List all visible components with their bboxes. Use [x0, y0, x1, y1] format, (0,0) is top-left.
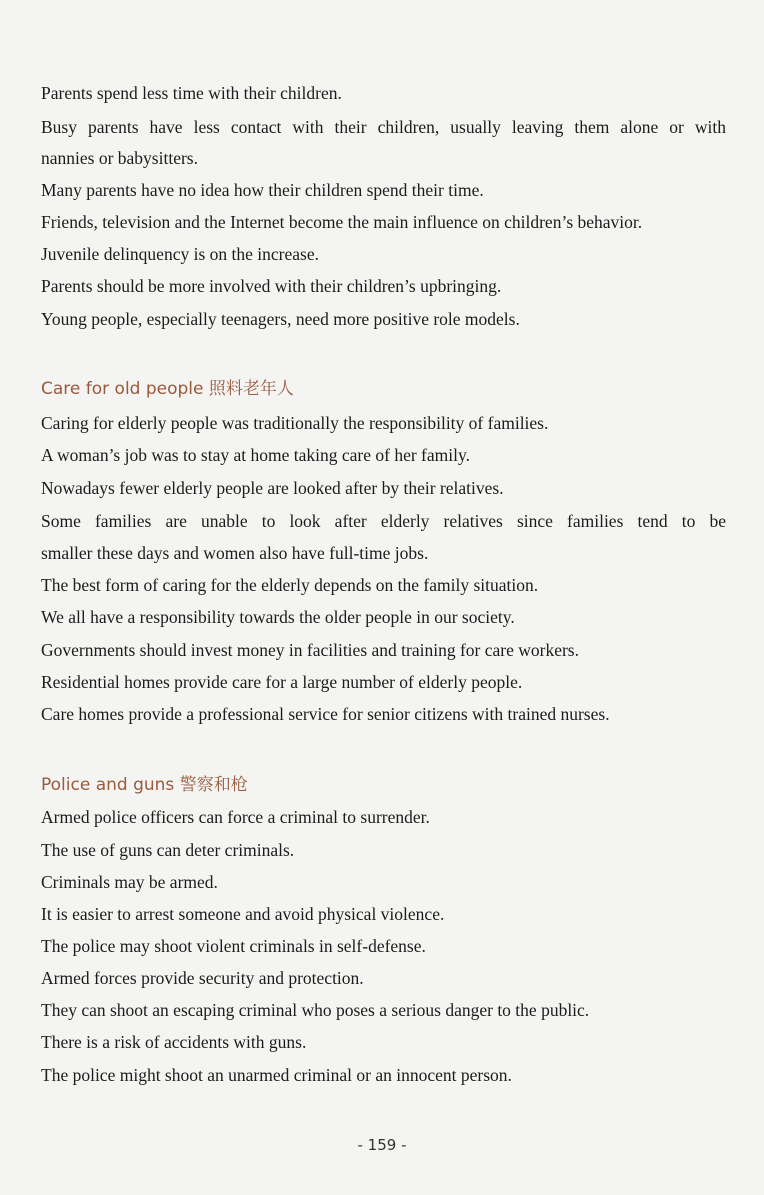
text-line: Many parents have no idea how their children spend their time.	[41, 180, 484, 200]
text-line: Criminals may be armed.	[41, 872, 218, 892]
section-heading-elderly: Care for old people 照料老年人	[41, 379, 294, 399]
text-line: Residential homes provide care for a large number of elderly people.	[41, 672, 523, 692]
text-line: Some families are unable to look after elderly relatives since families tend to be	[41, 511, 726, 531]
text-line: We all have a responsibility towards the older people in our society.	[41, 607, 515, 627]
text-line: Caring for elderly people was traditionally the responsibility of families.	[41, 413, 549, 433]
text-line: Young people, especially teenagers, need more positive role models.	[41, 309, 520, 329]
text-line: The best form of caring for the elderly depends on the family situation.	[41, 575, 539, 595]
text-line: Busy parents have less contact with their children, usually leaving them alone or with	[41, 117, 726, 137]
text-line: Parents spend less time with their children.	[41, 83, 342, 103]
text-line: They can shoot an escaping criminal who poses a serious danger to the public.	[41, 1000, 590, 1020]
text-line: The police might shoot an unarmed criminal or an innocent person.	[41, 1065, 512, 1085]
text-line: The police may shoot violent criminals in self-defense.	[41, 936, 426, 956]
section-heading-police: Police and guns 警察和枪	[41, 775, 248, 795]
text-line: Governments should invest money in facilities and training for care workers.	[41, 640, 579, 660]
text-line: A woman’s job was to stay at home taking care of her family.	[41, 445, 470, 465]
text-line: nannies or babysitters.	[41, 148, 198, 168]
text-line: Armed police officers can force a criminal to surrender.	[41, 807, 430, 827]
text-line: Parents should be more involved with their children’s upbringing.	[41, 276, 502, 296]
text-line: It is easier to arrest someone and avoid physical violence.	[41, 904, 445, 924]
text-line: Juvenile delinquency is on the increase.	[41, 244, 319, 264]
text-line: There is a risk of accidents with guns.	[41, 1032, 307, 1052]
text-line: smaller these days and women also have full-time jobs.	[41, 543, 429, 563]
text-line: Care homes provide a professional service for senior citizens with trained nurses.	[41, 704, 610, 724]
text-line: Armed forces provide security and protection.	[41, 968, 364, 988]
text-line: Friends, television and the Internet become the main influence on children’s behavior.	[41, 212, 643, 232]
text-line: The use of guns can deter criminals.	[41, 840, 295, 860]
page-number: - 159 -	[357, 1136, 407, 1154]
text-line: Nowadays fewer elderly people are looked after by their relatives.	[41, 478, 504, 498]
